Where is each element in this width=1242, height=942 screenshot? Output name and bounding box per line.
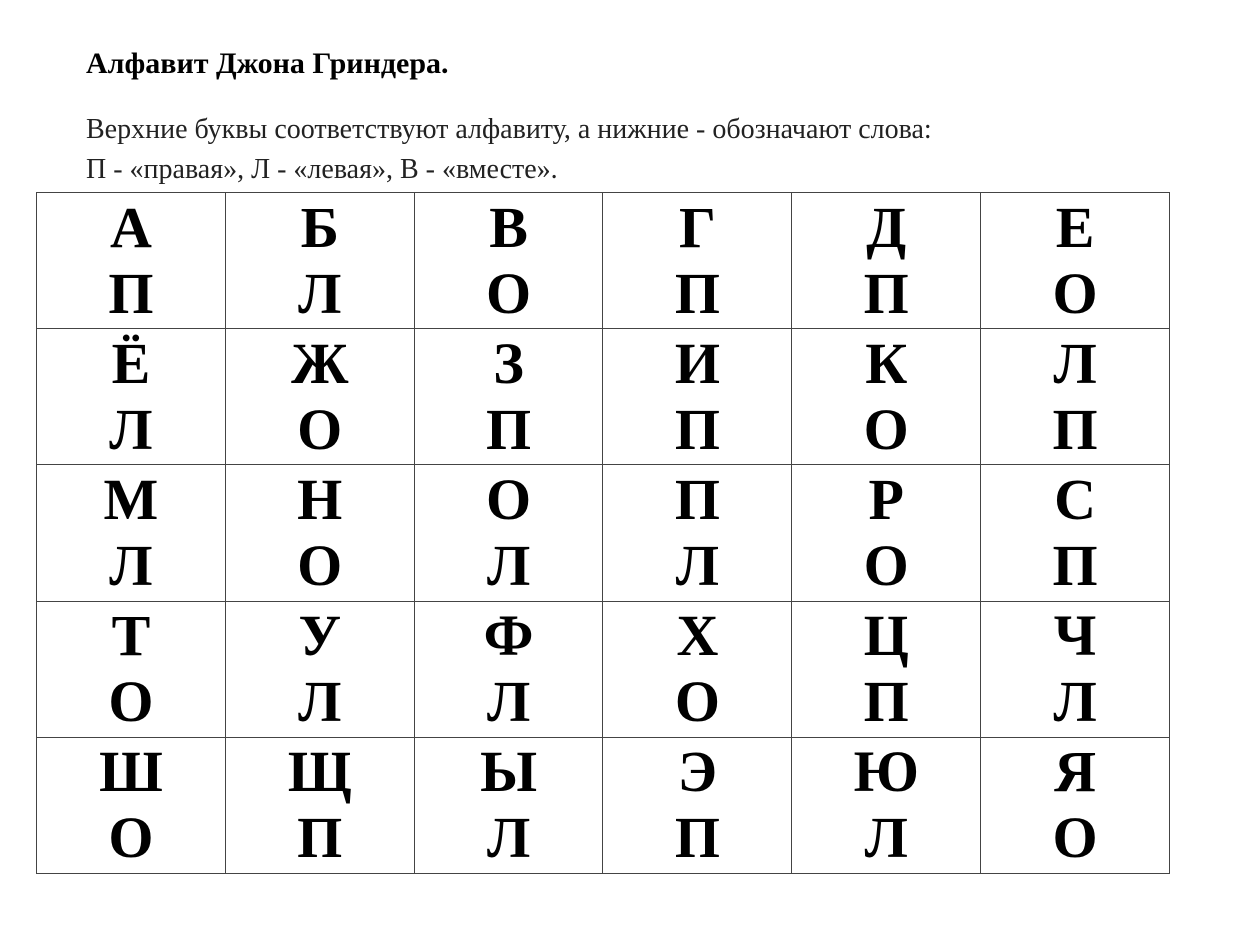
hand-code: О (863, 532, 909, 598)
hand-code: Л (298, 260, 342, 326)
table-cell (792, 193, 981, 329)
hand-code: О (108, 669, 154, 735)
table-cell (37, 602, 226, 738)
alphabet-letter: Ы (480, 739, 538, 805)
hand-code: О (1052, 805, 1098, 871)
table-cell (37, 329, 226, 465)
alphabet-letter: М (103, 466, 159, 532)
table-cell (981, 465, 1170, 601)
hand-code: П (863, 260, 909, 326)
hand-code: Л (864, 805, 908, 871)
alphabet-letter: Е (1055, 194, 1095, 260)
alphabet-letter: С (1054, 466, 1097, 532)
table-cell (603, 193, 792, 329)
alphabet-letter: К (865, 330, 908, 396)
alphabet-table (36, 192, 1170, 874)
hand-code: П (674, 260, 720, 326)
description (86, 110, 932, 190)
alphabet-letter: И (674, 330, 720, 396)
table-cell (792, 329, 981, 465)
hand-code: Л (675, 532, 720, 598)
table-cell (981, 329, 1170, 465)
hand-code: Л (486, 532, 531, 598)
table-cell (603, 738, 792, 874)
alphabet-letter: Т (111, 603, 151, 669)
hand-code: О (674, 669, 720, 735)
hand-code: П (297, 805, 343, 871)
alphabet-letter: Н (297, 466, 343, 532)
hand-code: П (1052, 532, 1098, 598)
hand-code: О (486, 260, 532, 326)
alphabet-letter: Л (1053, 330, 1097, 396)
alphabet-letter: Г (678, 194, 716, 260)
alphabet-letter: У (298, 603, 342, 669)
hand-code: Л (298, 669, 342, 735)
table-cell (37, 193, 226, 329)
table-cell (603, 602, 792, 738)
table-cell (981, 602, 1170, 738)
hand-code: П (1052, 396, 1098, 462)
hand-code: О (297, 396, 343, 462)
alphabet-letter: З (493, 330, 524, 396)
table-cell (226, 602, 415, 738)
hand-code: Л (486, 669, 531, 735)
alphabet-letter: О (486, 466, 532, 532)
hand-code: О (108, 805, 154, 871)
hand-code: П (674, 805, 720, 871)
table-cell (415, 738, 604, 874)
table-cell (37, 738, 226, 874)
hand-code: О (1052, 260, 1098, 326)
table-cell (226, 329, 415, 465)
alphabet-letter: Х (676, 603, 719, 669)
page-title: Алфавит Джона Гриндера. (86, 47, 449, 80)
table-cell (792, 465, 981, 601)
table-cell (415, 465, 604, 601)
alphabet-letter: Б (300, 194, 339, 260)
table-cell (226, 193, 415, 329)
hand-code: О (863, 396, 909, 462)
hand-code: Л (109, 532, 153, 598)
alphabet-letter: П (674, 466, 720, 532)
hand-code: Л (109, 396, 153, 462)
alphabet-letter: Ё (111, 330, 151, 396)
hand-code: Л (1053, 669, 1097, 735)
hand-code: Л (486, 805, 531, 871)
table-cell (37, 465, 226, 601)
alphabet-letter: Ц (863, 603, 909, 669)
alphabet-letter: Я (1054, 739, 1097, 805)
hand-code: П (863, 669, 909, 735)
table-cell (226, 465, 415, 601)
alphabet-letter: Ч (1053, 603, 1097, 669)
table-cell (415, 329, 604, 465)
alphabet-letter: Ж (291, 330, 349, 396)
alphabet-letter: А (109, 194, 152, 260)
table-cell (226, 738, 415, 874)
table-cell (603, 465, 792, 601)
hand-code: П (674, 396, 720, 462)
table-cell (415, 193, 604, 329)
hand-code: П (486, 396, 532, 462)
description-line: Верхние буквы соответствуют алфавиту, а нижние - обозначают слова: (86, 114, 932, 145)
alphabet-letter: Ш (99, 739, 163, 805)
table-cell (981, 738, 1170, 874)
alphabet-letter: Р (868, 466, 904, 532)
hand-code: О (297, 532, 343, 598)
alphabet-letter: Щ (287, 739, 352, 805)
alphabet-letter: Д (866, 194, 907, 260)
description-line: П - «правая», Л - «левая», В - «вместе». (86, 154, 558, 185)
alphabet-letter: В (489, 194, 528, 260)
table-cell (792, 602, 981, 738)
alphabet-letter: Ф (483, 603, 534, 669)
table-cell (792, 738, 981, 874)
table-cell (415, 602, 604, 738)
alphabet-letter: Э (677, 739, 718, 805)
table-cell (981, 193, 1170, 329)
alphabet-letter: Ю (853, 739, 919, 805)
hand-code: П (108, 260, 154, 326)
table-cell (603, 329, 792, 465)
